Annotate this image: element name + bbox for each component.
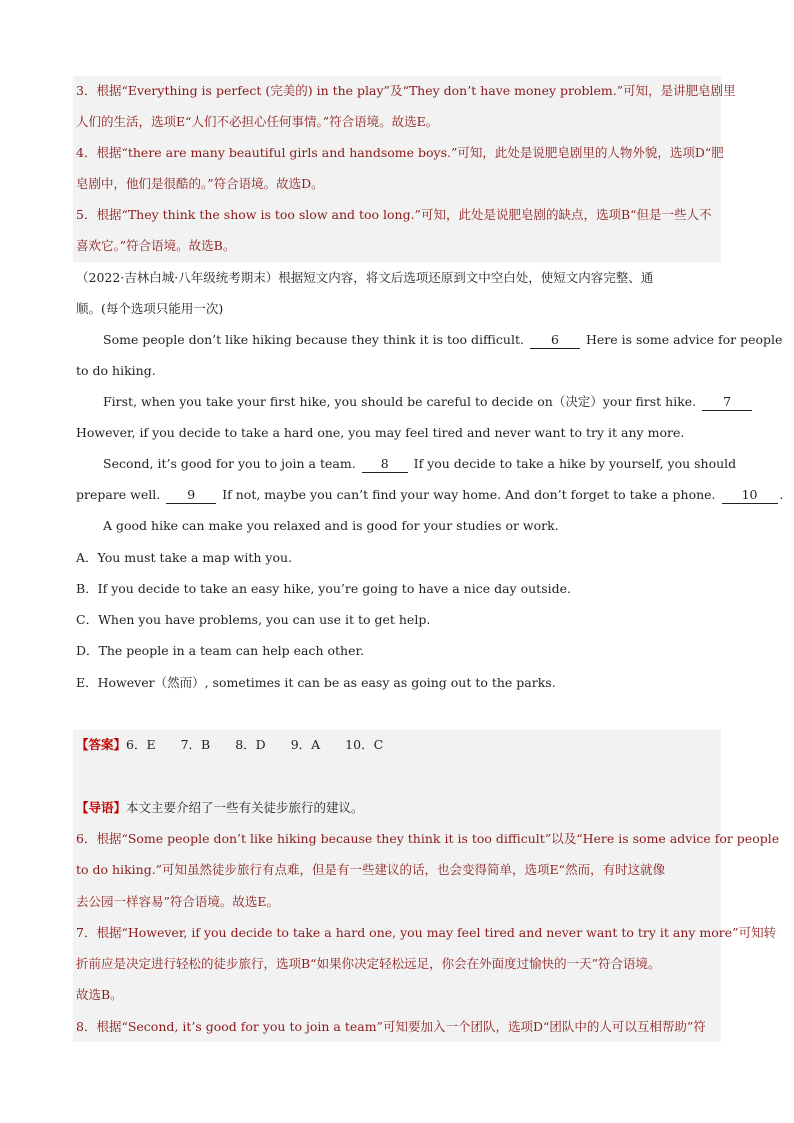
passage-line	[103, 392, 732, 412]
question-intro: 顺。(每个选项只能用一次)	[76, 301, 224, 316]
analysis-shade-top	[73, 76, 736, 262]
analysis-line: 喜欢它。”符合语境。故选B。	[76, 238, 236, 253]
analysis-line: 皂剧中，他们是很酷的。”符合语境。故选D。	[76, 176, 324, 191]
analysis-line: 8．根据“Second, it’s good for you to join a team”可知要加入一个团队，选项D“团队中的人可以互相帮助”符	[76, 1019, 706, 1034]
passage-line: However, if you decide to take a hard one, you may feel tired and never want to try it any more.	[76, 425, 685, 440]
blank-7: 7	[702, 394, 752, 411]
answer-text: 6．E 7．B 8．D 9．A 10．C	[126, 737, 384, 752]
analysis-line: 3．根据“Everything is perfect (完美的) in the play”及“They don’t have money problem.”可知，是讲肥皂剧里	[76, 83, 736, 98]
passage-line	[103, 330, 783, 350]
guide-label: 【导语】	[76, 800, 127, 815]
question-intro: （2022·吉林白城·八年级统考期末）根据短文内容，将文后选项还原到文中空白处，使短文内容完整、通	[76, 270, 654, 285]
passage-text: If you decide to take a hike by yourself, you should	[413, 456, 737, 471]
analysis-line: 故选B。	[76, 987, 123, 1002]
option-c: C．When you have problems, you can use it to get help.	[76, 612, 431, 627]
guide-line	[76, 798, 720, 818]
passage-text: First, when you take your first hike, you should be careful to decide on（决定）your first hike.	[103, 394, 697, 409]
analysis-line: 人们的生活，选项E“人们不必担心任何事情。”符合语境。故选E。	[76, 114, 439, 129]
analysis-line: 5．根据“They think the show is too slow and too long.”可知，此处是说肥皂剧的缺点，选项B“但是一些人不	[76, 207, 712, 222]
analysis-line: 折前应是决定进行轻松的徒步旅行，选项B“如果你决定轻松远足，你会在外面度过愉快的一天”符合语境。	[76, 956, 661, 971]
passage-line	[103, 454, 737, 474]
option-b: B．If you decide to take an easy hike, you’re going to have a nice day outside.	[76, 581, 571, 596]
passage-text: Here is some advice for people	[585, 332, 783, 347]
passage-text: If not, maybe you can’t find your way home. And don’t forget to take a phone.	[222, 487, 716, 502]
blank-6: 6	[530, 332, 580, 349]
passage-text: prepare well.	[76, 487, 161, 502]
passage-text: .	[779, 487, 784, 502]
option-e: E．However（然而）, sometimes it can be as easy as going out to the parks.	[76, 675, 556, 690]
analysis-line: 4．根据“there are many beautiful girls and handsome boys.”可知，此处是说肥皂剧里的人物外貌，选项D“肥	[76, 145, 724, 160]
option-a: A．You must take a map with you.	[76, 550, 293, 565]
blank-10: 10	[722, 487, 778, 504]
passage-text: Second, it’s good for you to join a team.	[103, 456, 356, 471]
passage-line	[76, 485, 784, 505]
guide-text: 本文主要介绍了一些有关徒步旅行的建议。	[126, 800, 364, 815]
analysis-line: 6．根据“Some people don’t like hiking because they think it is too difficult”以及“Here is some advice for people	[76, 831, 780, 846]
analysis-line: 7．根据“However, if you decide to take a hard one, you may feel tired and never want to try it any more”可知转	[76, 925, 777, 940]
blank-8: 8	[362, 456, 408, 473]
option-d: D．The people in a team can help each other.	[76, 643, 365, 658]
answer-label: 【答案】	[76, 737, 127, 752]
analysis-line: to do hiking.”可知虽然徒步旅行有点难，但是有一些建议的话，也会变得简单，选项E“然而，有时这就像	[76, 862, 666, 877]
passage-line: A good hike can make you relaxed and is good for your studies or work.	[103, 518, 559, 533]
analysis-line: 去公园一样容易”符合语境。故选E。	[76, 894, 280, 909]
blank-9: 9	[166, 487, 216, 504]
passage-text: Some people don’t like hiking because they think it is too difficult.	[103, 332, 524, 347]
passage-line: to do hiking.	[76, 363, 156, 378]
answer-line	[76, 735, 720, 755]
